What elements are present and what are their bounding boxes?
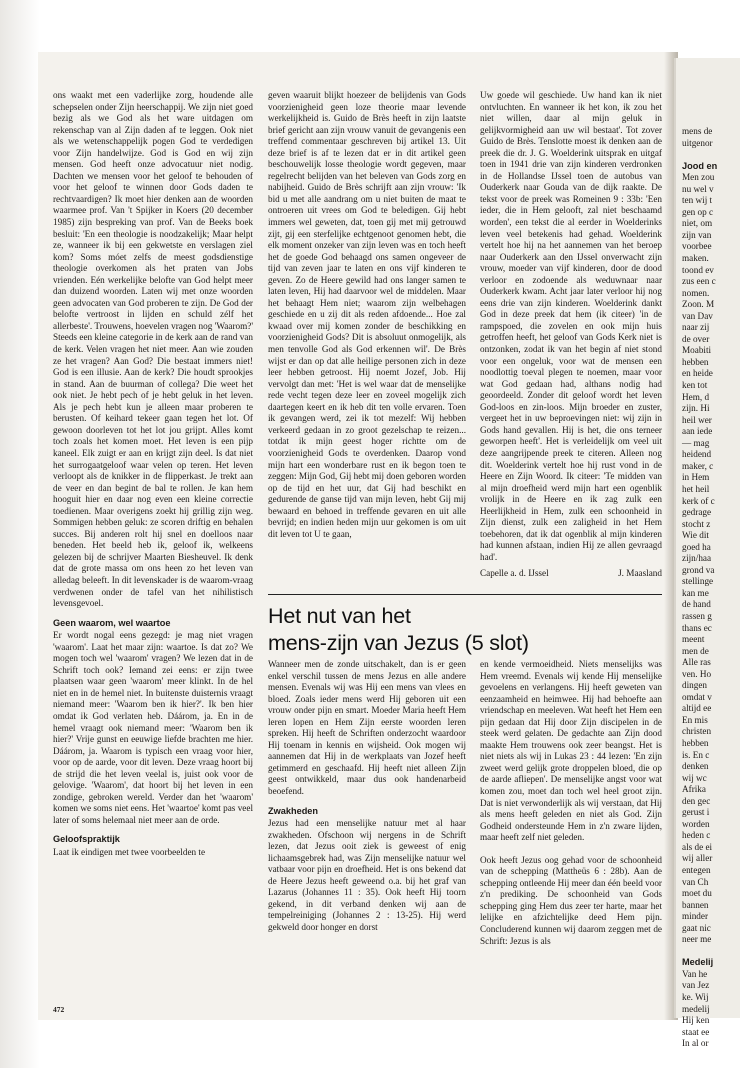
next-page-line: Zoon. M xyxy=(682,299,715,310)
headline-line: mens-zijn van Jezus (5 slot) xyxy=(268,631,529,655)
article2-paragraph: en kende vermoeidheid. Niets menselijks was Hem vreemd. Evenals wij kende Hij menselijke gevoelens en verlangens. Hij heeft geweten van eenzaamheid en heimwee. Hij had behoefte aan vriendschap en meeleven. Wat heeft het Hem een pijn gedaan dat Hij door Zijn discipelen in de steek werd gelaten. De gedachte aan Zijn dood maakte Hem trouwens ook zeer beangst. Het is niet niets als wij in Lukas 23 : 44 lezen: 'En zijn zweet werd gelijk grote droppelen bloed, die op de aarde afliepen'. De menselijke angst voor wat komen zou, moet dan toch wel heel groot zijn. Dat is niet verwonderlijk als wij verstaan, dat Hij als mens heeft geleden en niet als God. Zijn Godheid ondersteunde Hem in z'n zware lijden, maar heeft zelf niet geleden. xyxy=(480,659,662,843)
page-number: 472 xyxy=(53,1005,65,1014)
section-heading: Geen waarom, wel waartoe xyxy=(53,617,171,628)
next-page-line: Medelij xyxy=(682,957,714,968)
next-page-line: goed ha xyxy=(682,541,711,552)
next-page-line: voorbee xyxy=(682,241,712,252)
article2-column1 xyxy=(268,659,466,934)
next-page-line: Afrika xyxy=(682,784,706,795)
article-divider xyxy=(268,594,662,595)
next-page-line: de over xyxy=(682,333,710,344)
next-page-line: minder xyxy=(682,911,709,922)
next-page-line: uitgenor xyxy=(682,137,713,148)
next-page-line: van Ch xyxy=(682,876,709,887)
article2-headline xyxy=(268,603,668,657)
next-page-line: Van he xyxy=(682,968,708,979)
next-page-line: zijn/haa xyxy=(682,553,712,564)
next-page-line: ken tot xyxy=(682,380,708,391)
next-page-line xyxy=(682,149,738,161)
next-page-line: meent xyxy=(682,634,705,645)
next-page-line: — mag xyxy=(682,437,710,448)
article-signature xyxy=(480,568,662,578)
next-page-line: heden c xyxy=(682,830,711,841)
next-page-line: wij aller xyxy=(682,853,713,864)
next-page-line: in Hem xyxy=(682,472,710,483)
next-page-line: grond va xyxy=(682,564,715,575)
next-page-line: nomen. xyxy=(682,287,710,298)
next-page-line: ven. Ho xyxy=(682,668,712,679)
next-page-line: hebben xyxy=(682,356,709,367)
article1-paragraph: Uw goede wil geschiede. Uw hand kan ik niet ontvluchten. En wanneer ik het kon, ik zou het niet willen, daar al mijn geluk in gelijkvormigheid aan uw wil bestaat'. Tot zover Guido de Brès. Tenslotte moest ik denken aan de preek die dr. J. G. Woelderink uitsprak en uitgaf toen in 1941 drie van zijn kinderen verdronken in de Hollandse IJssel toen de autobus van Ouderkerk naar Gouda van de dijk raakte. De tekst voor de preek was Romeinen 9 : 33b: 'Een ieder, die in Hem gelooft, zal niet beschaamd worden', een tekst die al eerder in Woelderinks leven veel betekenis had gehad. Woelderink vertelt hoe hij na het aannemen van het beroep naar Ouderkerk aan den IJssel onverwacht zijn vrouw, moeder van vijf kinderen, door de dood verloor en zodoende als weduwnaar naar Ouderkerk kwam. Acht jaar later verloor hij nog eens drie van zijn kinderen. Woelderink dankt God in deze preek dat hem (ik citeer) 'in de rampspoed, die zovelen en ook mijn huis getroffen heeft, het geloof van Gods Kerk niet is ontzonken, zodat ik van het begin af niet stond voor een ongeluk, voor wat de mensen een noodlottig toeval plegen te noemen, maar voor wat God gedaan had, althans nodig had geoordeeld. Zonder dit geloof wordt het leven God-loos en zin-loos. Mijn broeder en zuster, vergeet het in uw beproevingen niet: wij zijn in Gods hand gevallen. Hij is het, die ons terneer geworpen heeft'. Het is verleidelijk om veel uit deze aangrijpende preek te citeren. Alleen nog dit. Woelderink vertelt hoe hij rust vond in de Heere en Zijn Woord. Ik citeer: 'Te midden van al mijn droefheid werd mijn hart een ogenblik vrolijk in de Heere en ik zag zulk een Heerlijkheid in Hem, zulk een schoonheid in Zijn dienst, zulk een zaligheid in het Hem toebehoren, dat ik dat ogenblik al mijn kinderen had kunnen afstaan, indien Hij ze allen gevraagd had'. xyxy=(480,90,662,562)
article1-paragraph: Er wordt nogal eens gezegd: je mag niet vragen 'waarom'. Laat het maar zijn: waartoe. Is dat zo? We mogen toch wel 'waarom' vragen? We lezen dat in de Schrift toch ook? Iemand zei eens: er zijn twee plaatsen waar geen 'waarom' meer klinkt. In de hel niet en in de hemel niet. In buitenste duisternis vraagt niemand meer: 'Waarom ben ik hier?'. Ik ben hier omdat ik God verlaten heb. Dáárom, ja. En in de hemel vraagt ook niemand meer: 'Waarom ben ik hier?' Vrije gunst en eeuwige liefde brachten me hier. Dáárom, ja. Waarom is typisch een vraag voor hier, voor op de aarde, voor dit leven. Deze vraag hoort bij de strijd die het leven veelal is, juist ook voor de gelovige. 'Waarom', dat hoort bij het leven in een zondige, gebroken wereld. Verder dan het 'waarom' komen we soms niet eens. Het 'waartoe' komt pas veel later of soms helemaal niet meer aan de orde. xyxy=(53,630,253,825)
next-page-line: de hand xyxy=(682,599,711,610)
next-page-line: neer me xyxy=(682,934,712,945)
next-page-line: bannen xyxy=(682,899,709,910)
next-page-line: staat ee xyxy=(682,1026,710,1037)
next-page-line: hebben xyxy=(682,737,709,748)
article1-column1 xyxy=(53,90,253,859)
next-page-line: moet du xyxy=(682,888,712,899)
next-page-line: toond ev xyxy=(682,264,714,275)
article2-paragraph: Wanneer men de zonde uitschakelt, dan is er geen enkel verschil tussen de mens Jezus en alle andere mensen. Evenals wij was Hij een mens van vlees en bloed. Zoals ieder mens werd Hij geboren uit een vrouw onder pijn en smart. Moeder Maria heeft Hem leren lopen en Hem Zijn eerste woorden leren spreken. Hij heeft de Schriften onderzocht waardoor Hij toenam in kennis en wijsheid. Ook mogen wij aannemen dat Hij in de werkplaats van Jozef heeft getimmerd en geschaafd. Hij heeft niet alleen Zijn geest ontwikkeld, maar dus ook handenarbeid beoefend. xyxy=(268,659,466,797)
next-page-line: gaat nic xyxy=(682,922,711,933)
next-page-line: Men zou xyxy=(682,172,715,183)
article1-paragraph: Laat ik eindigen met twee voorbeelden te xyxy=(53,847,206,857)
next-page-line: Alle ras xyxy=(682,657,711,668)
article1-column2 xyxy=(268,90,466,539)
next-page-line: medelij xyxy=(682,1003,710,1014)
next-page-line: van Jez xyxy=(682,980,710,991)
next-page-line: christen xyxy=(682,726,712,737)
next-page-edge xyxy=(674,58,740,1049)
next-page-line: gen op c xyxy=(682,206,714,217)
next-page-line xyxy=(682,946,738,958)
next-page-line: zijn van xyxy=(682,229,712,240)
next-page-line: van Dav xyxy=(682,310,713,321)
next-page-line: Moabiti xyxy=(682,345,712,356)
next-page-line: gedrage xyxy=(682,507,712,518)
article1-paragraph: ons waakt met een vaderlijke zorg, houdende alle schepselen onder Zijn heerschappij. We zijn niet goed bezig als we God als het ware uitdagen om rekenschap van al Zijn daden af te leggen. Ook niet als we wetenschappelijk pogen God te verdedigen voor Zijn handelwijze. God is God en wij zijn mensen. God heeft onze advocatuur niet nodig. Dachten we mensen voor het geloof te behouden of voor het geloof te winnen door Gods daden te rechtvaardigen? Ik moet hier denken aan de woorden waarmee prof. Van 't Spijker in Koers (20 december 1985) zijn bespreking van prof. Van de Beeks boek besluit: 'En een theologie is noodzakelijk; Maar helpt ze, wanneer ik bij een gekwetste en verslagen ziel kom? Soms móet zelfs de meest godsdienstige theologie overkomen als het praten van Jobs vrienden. Eén werkelijke belofte van God helpt meer dan duizend woorden. Laten wij met onze woorden geen advocaten van God proberen te zijn. De God der belofte vertroost in lijden en schuld zélf het allerbeste'. Trouwens, hoevelen vragen nog 'Waarom?' Steeds een kleine categorie in de kerk aan de rand van de kerk. Velen vragen het niet meer. Aan wie zouden ze het vragen? Aan God? Die bestaat immers niet! God is een illusie. Aan de kerk? Die houdt sprookjes in stand. Aan de buurman of collega? Die weet het ook niet. Je hebt pech of je hebt geluk in het leven. Als je pech hebt kun je alleen maar proberen te berusten. Of keihard tekeer gaan tegen het lot. Of gewoon doorleven tot het lot jou grijpt. Alles komt toch zoals het komen moet. Het leven is een pijp kaneel. Elk zuigt er aan en krijgt zijn deel. Is dat niet het surrogaatgeloof waar velen op teren. Het leven verloopt als de knikker in de flipperkast. Je trekt aan de veer en dan begint de bal te rollen. Je kan hem hooguit hier en daar nog even een kleine correctie toedienen. Maar overigens zoekt hij grillig zijn weg. Sommigen hebben geluk: ze scoren driftig en behalen succes. Bij anderen rolt hij snel en doelloos naar beneden. Het beeld heb ik, geloof ik, welkeens gelezen bij de schrijver Maarten Biesheuvel. Ik denk dat de grote massa om ons heen zo het leven van alledag beleeft. In dit levenskader is de waarom-vraag verdwenen onder de tafel van het nihilistisch levensgevoel. xyxy=(53,90,253,609)
next-page-line: dingen xyxy=(682,680,708,691)
next-page-line: zus een c xyxy=(682,276,716,287)
next-page-line: stellinge xyxy=(682,576,714,587)
next-page-line: den gec xyxy=(682,795,711,806)
next-page-line: wij wc xyxy=(682,772,707,783)
article2-paragraph: Ook heeft Jezus oog gehad voor de schoonheid van de schepping (Mattheüs 6 : 28b). Aan de schepping ontleende Hij meer dan één beeld voor z'n prediking. De schoonheid van Gods schepping ging Hem dus zeer ter harte, maar het lelijke en afzichtelijke deed Hem pijn. Concluderend kunnen wij daarom zeggen met de Schrift: Jezus is als xyxy=(480,854,662,946)
next-page-line: is. En c xyxy=(682,749,710,760)
signature-author: J. Maasland xyxy=(618,568,662,578)
next-page-line: men de xyxy=(682,645,709,656)
next-page-line: In al or xyxy=(682,1038,709,1049)
next-page-text xyxy=(682,126,738,1050)
next-page-line: entegen xyxy=(682,865,711,875)
next-page-line: Hem, d xyxy=(682,391,710,402)
section-heading: Geloofspraktijk xyxy=(53,834,120,845)
next-page-line: kan me xyxy=(682,587,709,598)
next-page-line: heil wer xyxy=(682,414,712,425)
article2-column2 xyxy=(480,659,662,947)
next-page-line: Wie dit xyxy=(682,530,709,541)
next-page-line: denken xyxy=(682,761,709,772)
next-page-line: het heil xyxy=(682,483,710,494)
next-page-line: Hij ken xyxy=(682,1015,710,1026)
next-page-line: Jood en xyxy=(682,160,718,171)
next-page-line: kerk of c xyxy=(682,495,715,506)
next-page-line: maker, c xyxy=(682,460,714,471)
section-heading: Zwakheden xyxy=(268,805,319,816)
next-page-line: ten wij t xyxy=(682,195,713,206)
next-page-line: mens de xyxy=(682,126,713,136)
next-page-line: altijd ee xyxy=(682,703,712,714)
next-page-line: omdat v xyxy=(682,691,712,702)
next-page-line: En mis xyxy=(682,714,708,725)
next-page-line: heidend xyxy=(682,449,712,460)
next-page-line: zijn. Hi xyxy=(682,403,710,414)
next-page-line: naar zij xyxy=(682,322,710,333)
next-page-line: worden xyxy=(682,818,710,829)
next-page-line: gerust i xyxy=(682,807,710,818)
article1-paragraph: geven waaruit blijkt hoezeer de belijdenis van Gods voorzienigheid geen loze theorie maar levende werkelijkheid is. Guido de Brès heeft in zijn laatste brief gericht aan zijn vrouw vanuit de gevangenis een treffend commentaar geschreven bij artikel 13. Uit deze brief is af te lezen dat er in dit artikel geen beschouwelijk losse theologie wordt gegeven, maar regelrecht belijden van het beleven van Gods zorg en nabijheid. Guido de Brès schrijft aan zijn vrouw: 'Ik bid u met alle aandrang om u niet buiten de maat te ontroeren uit vrees om God te beledigen. Gij hebt immers wel geweten, dat, toen gij met mij getrouwd zijt, gij een sterfelijke echtgenoot genomen hebt, die elk moment onzeker van zijn leven was en toch heeft het de goede God behaagd ons samen ongeveer de tijd van zeven jaar te laten en ons vijf kinderen te geven. Zo de Heere gewild had ons langer samen te laten leven, Hij had daarvoor wel de middelen. Maar het behaagt Hem niet; waarom zijn welbehagen geschiede en u zij dit als reden afdoende... Hoe zal kwaad over mij komen zonder de beschikking en voorzienigheid Gods? Dit is absoluut onmogelijk, als men tenvolle God als God erkennen wil'. De Brès wijst er dan op dat alle heilige personen zich in deze leer hebben getroost. Hij noemt Jozef, Job. Hij vervolgt dan met: 'Het is wel waar dat de menselijke rede vecht tegen deze leer en zoveel mogelijk zich daartegen keert en ik heb dit ten volle ervaren. Toen ik gevangen werd, zei ik tot mezelf: Wij hebben verkeerd gedaan in zo groot gezelschap te reizen... totdat ik mijn geest hoger richtte om de voorzienigheid Gods te overdenken. Daarop vond mijn hart een wonderbare rust en ik begon toen te zeggen: Mijn God, Gij hebt mij doen geboren worden op de tijd en het uur, dat Gij had beschikt en gedurende de ganse tijd van mijn leven, hebt Gij mij bewaard en behoed in treffende gevaren en uit alle bevrijd; en indien heden mijn uur gekomen is om uit dit leven tot U te gaan, xyxy=(268,90,466,539)
next-page-line: als de ei xyxy=(682,841,713,852)
next-page-line: ke. Wij xyxy=(682,992,709,1003)
article1-column3 xyxy=(480,90,662,562)
article2-paragraph: Jezus had een menselijke natuur met al haar zwakheden. Ofschoon wij nergens in de Schrift lezen, dat Jezus ooit ziek is geweest of enig lichaamsgebrek had, was Zijn menselijke natuur wel vatbaar voor pijn en droefheid. Het is ons bekend dat de Heere Jezus heeft geweend o.a. bij het graf van Lazarus (Johannes 11 : 35). Ook heeft Hij toorn gekend, in dit verband denken wij aan de tempelreiniging (Johannes 2 : 13-25). Hij werd gekweld door honger en dorst xyxy=(268,818,466,933)
next-page-line: maken. xyxy=(682,253,709,264)
next-page-line: rassen g xyxy=(682,610,712,621)
next-page-line: niet, om xyxy=(682,218,713,229)
next-page-line: en heide xyxy=(682,368,713,379)
next-page-line: nu wel v xyxy=(682,183,714,194)
signature-place: Capelle a. d. IJssel xyxy=(480,568,549,578)
left-margin-shadow xyxy=(0,0,40,1068)
next-page-line: thans ec xyxy=(682,622,712,633)
headline-line: Het nut van het xyxy=(268,604,411,628)
next-page-line: aan iede xyxy=(682,426,713,437)
next-page-line: stocht z xyxy=(682,518,711,529)
